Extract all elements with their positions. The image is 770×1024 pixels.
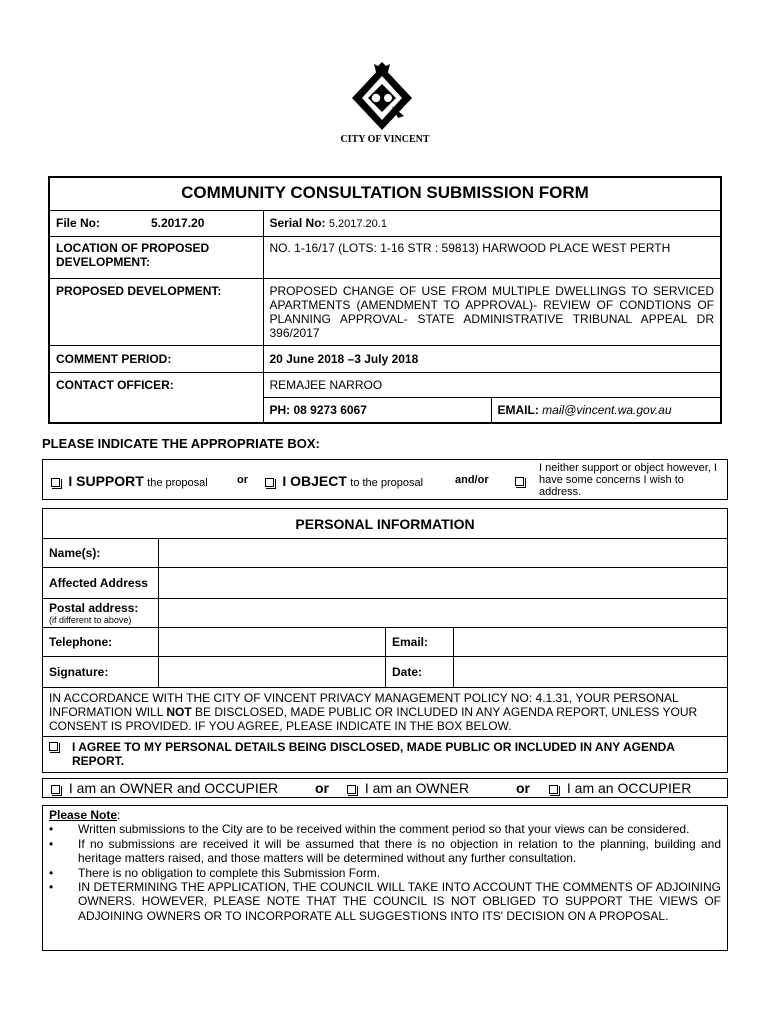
or-1: or xyxy=(237,474,248,486)
note-item: • There is no obligation to complete this Submission Form. xyxy=(49,865,381,880)
email-field[interactable] xyxy=(454,628,728,657)
object-option[interactable] xyxy=(265,473,423,489)
ownership-box xyxy=(42,778,728,798)
own-or-2: or xyxy=(516,780,530,796)
org-name: CITY OF VINCENT xyxy=(340,134,430,145)
note-item: • Written submissions to the City are to be received within the comment period so that your views can be considered. xyxy=(49,822,690,837)
postal-label: Postal address: xyxy=(49,601,139,615)
telephone-label: Telephone: xyxy=(43,628,159,657)
location-value: NO. 1-16/17 (LOTS: 1-16 STR : 59813) HARWOOD PLACE WEST PERTH xyxy=(263,236,721,278)
note-item: • If no submissions are received it will be assumed that there is no objection in relation to the planning, building and heritage matters raised, and those matters will be determined without any further consultation. xyxy=(49,836,721,866)
agree-text: I AGREE TO MY PERSONAL DETAILS BEING DISCLOSED, MADE PUBLIC OR INCLUDED IN ANY AGENDA REPORT. xyxy=(72,740,675,768)
owner-option[interactable] xyxy=(347,780,469,796)
neither-text: I neither support or object however, I have some concerns I wish to address. xyxy=(539,462,717,498)
own-or-1: or xyxy=(315,780,329,796)
occupier-option[interactable] xyxy=(549,780,691,796)
indicate-box xyxy=(42,459,728,500)
comment-value: 20 June 2018 –3 July 2018 xyxy=(263,345,721,372)
occupier-checkbox[interactable] xyxy=(549,785,558,794)
email-label: EMAIL: xyxy=(497,402,539,417)
proposal-table xyxy=(48,176,722,424)
serial-cell xyxy=(263,210,721,236)
neither-checkbox[interactable] xyxy=(515,477,524,486)
telephone-field[interactable] xyxy=(159,628,386,657)
owner-occupier-option[interactable] xyxy=(51,780,278,796)
notes-heading: Please Note xyxy=(49,808,118,822)
proposed-label: PROPOSED DEVELOPMENT: xyxy=(49,278,263,345)
email-cell xyxy=(491,397,721,423)
postal-note: (if different to above) xyxy=(49,615,132,625)
note-text: Written submissions to the City are to be received within the comment period so that your views can be considered. xyxy=(78,822,690,837)
city-logo xyxy=(348,62,416,132)
email-label-cell: Email: xyxy=(386,628,454,657)
note-text: There is no obligation to complete this Submission Form. xyxy=(78,865,381,880)
postal-cell xyxy=(43,599,159,628)
phone-text: PH: 08 9273 6067 xyxy=(263,397,491,423)
occupier-label: I am an OCCUPIER xyxy=(566,780,692,796)
privacy-notice xyxy=(43,688,728,737)
contact-value: REMAJEE NARROO xyxy=(263,372,721,397)
owner-occupier-checkbox[interactable] xyxy=(51,785,60,794)
object-checkbox[interactable] xyxy=(265,478,274,487)
owner-label: I am an OWNER xyxy=(364,780,470,796)
note-text: If no submissions are received it will be assumed that there is no objection in relation to the planning, building and heritage matters raised, and those matters will be determined without any further consultation. xyxy=(78,836,721,866)
postal-field[interactable] xyxy=(159,599,728,628)
notes-colon: : xyxy=(117,808,121,822)
neither-option[interactable] xyxy=(515,474,529,488)
support-main: I SUPPORT xyxy=(68,473,144,489)
file-no-label: File No: xyxy=(56,215,100,230)
file-no-cell xyxy=(49,210,263,236)
address-field[interactable] xyxy=(159,568,728,599)
form-title: COMMUNITY CONSULTATION SUBMISSION FORM xyxy=(49,177,721,210)
serial-value: 5.2017.20.1 xyxy=(328,217,387,230)
email-value[interactable]: mail@vincent.wa.gov.au xyxy=(542,402,672,417)
notes-heading-line xyxy=(49,808,721,822)
support-checkbox[interactable] xyxy=(51,478,60,487)
names-label: Name(s): xyxy=(43,539,159,568)
and-or: and/or xyxy=(455,474,489,486)
support-option[interactable] xyxy=(51,473,208,489)
indicate-heading: PLEASE INDICATE THE APPROPRIATE BOX: xyxy=(42,436,320,451)
date-label: Date: xyxy=(386,657,454,688)
contact-label: CONTACT OFFICER: xyxy=(49,372,263,397)
note-item: • IN DETERMINING THE APPLICATION, THE COUNCIL WILL TAKE INTO ACCOUNT THE COMMENTS OF ADJOINING OWNERS. HOWEVER, PLEASE NOTE THAT THE COUNCIL IS NOT OBLIGED TO SUPPORT THE VIEWS OF ADJOINING OWNERS OR TO INCORPORATE ALL SUGGESTIONS INTO ITS' DECISION ON A PROPOSAL. xyxy=(49,880,721,923)
support-rest: the proposal xyxy=(147,477,208,489)
signature-field[interactable] xyxy=(159,657,386,688)
object-rest: to the proposal xyxy=(350,477,424,489)
proposed-value: PROPOSED CHANGE OF USE FROM MULTIPLE DWELLINGS TO SERVICED APARTMENTS (AMENDMENT TO APPROVAL)- REVIEW OF CONDTIONS OF PLANNING APPROVAL- STATE ADMINISTRATIVE TRIBUNAL APPEAL DR 396/2017 xyxy=(263,278,721,345)
crest-icon xyxy=(348,62,416,132)
personal-heading: PERSONAL INFORMATION xyxy=(43,509,728,539)
names-field[interactable] xyxy=(159,539,728,568)
signature-label: Signature: xyxy=(43,657,159,688)
address-label: Affected Address xyxy=(43,568,159,599)
privacy-text-2: BE DISCLOSED, MADE PUBLIC OR INCLUDED IN ANY AGENDA REPORT, UNLESS YOUR CONSENT IS PROVIDED. IF YOU AGREE, PLEASE INDICATE IN THE BOX BELOW. xyxy=(49,705,698,733)
owner-occupier-label: I am an OWNER and OCCUPIER xyxy=(68,780,279,796)
agree-checkbox[interactable] xyxy=(49,742,58,751)
serial-label: Serial No: xyxy=(269,215,326,230)
agree-row[interactable] xyxy=(43,737,728,773)
file-no-value: 5.2017.20 xyxy=(151,215,205,230)
privacy-text-1: IN ACCORDANCE WITH THE CITY OF VINCENT PRIVACY MANAGEMENT POLICY NO: 4.1.31, YOUR PERSONAL INFORMATION WILL xyxy=(49,691,679,719)
note-text: IN DETERMINING THE APPLICATION, THE COUNCIL WILL TAKE INTO ACCOUNT THE COMMENTS OF ADJOINING OWNERS. HOWEVER, PLEASE NOTE THAT THE COUNCIL IS NOT OBLIGED TO SUPPORT THE VIEWS OF ADJOINING OWNERS OR TO INCORPORATE ALL SUGGESTIONS INTO ITS' DECISION ON A PROPOSAL. xyxy=(78,880,721,923)
owner-checkbox[interactable] xyxy=(347,785,356,794)
date-field[interactable] xyxy=(454,657,728,688)
comment-label: COMMENT PERIOD: xyxy=(49,345,263,372)
object-main: I OBJECT xyxy=(282,473,347,489)
personal-table xyxy=(42,508,728,773)
notes-box xyxy=(42,805,728,951)
privacy-not: NOT xyxy=(166,705,192,719)
location-label: LOCATION OF PROPOSED DEVELOPMENT: xyxy=(49,236,263,278)
